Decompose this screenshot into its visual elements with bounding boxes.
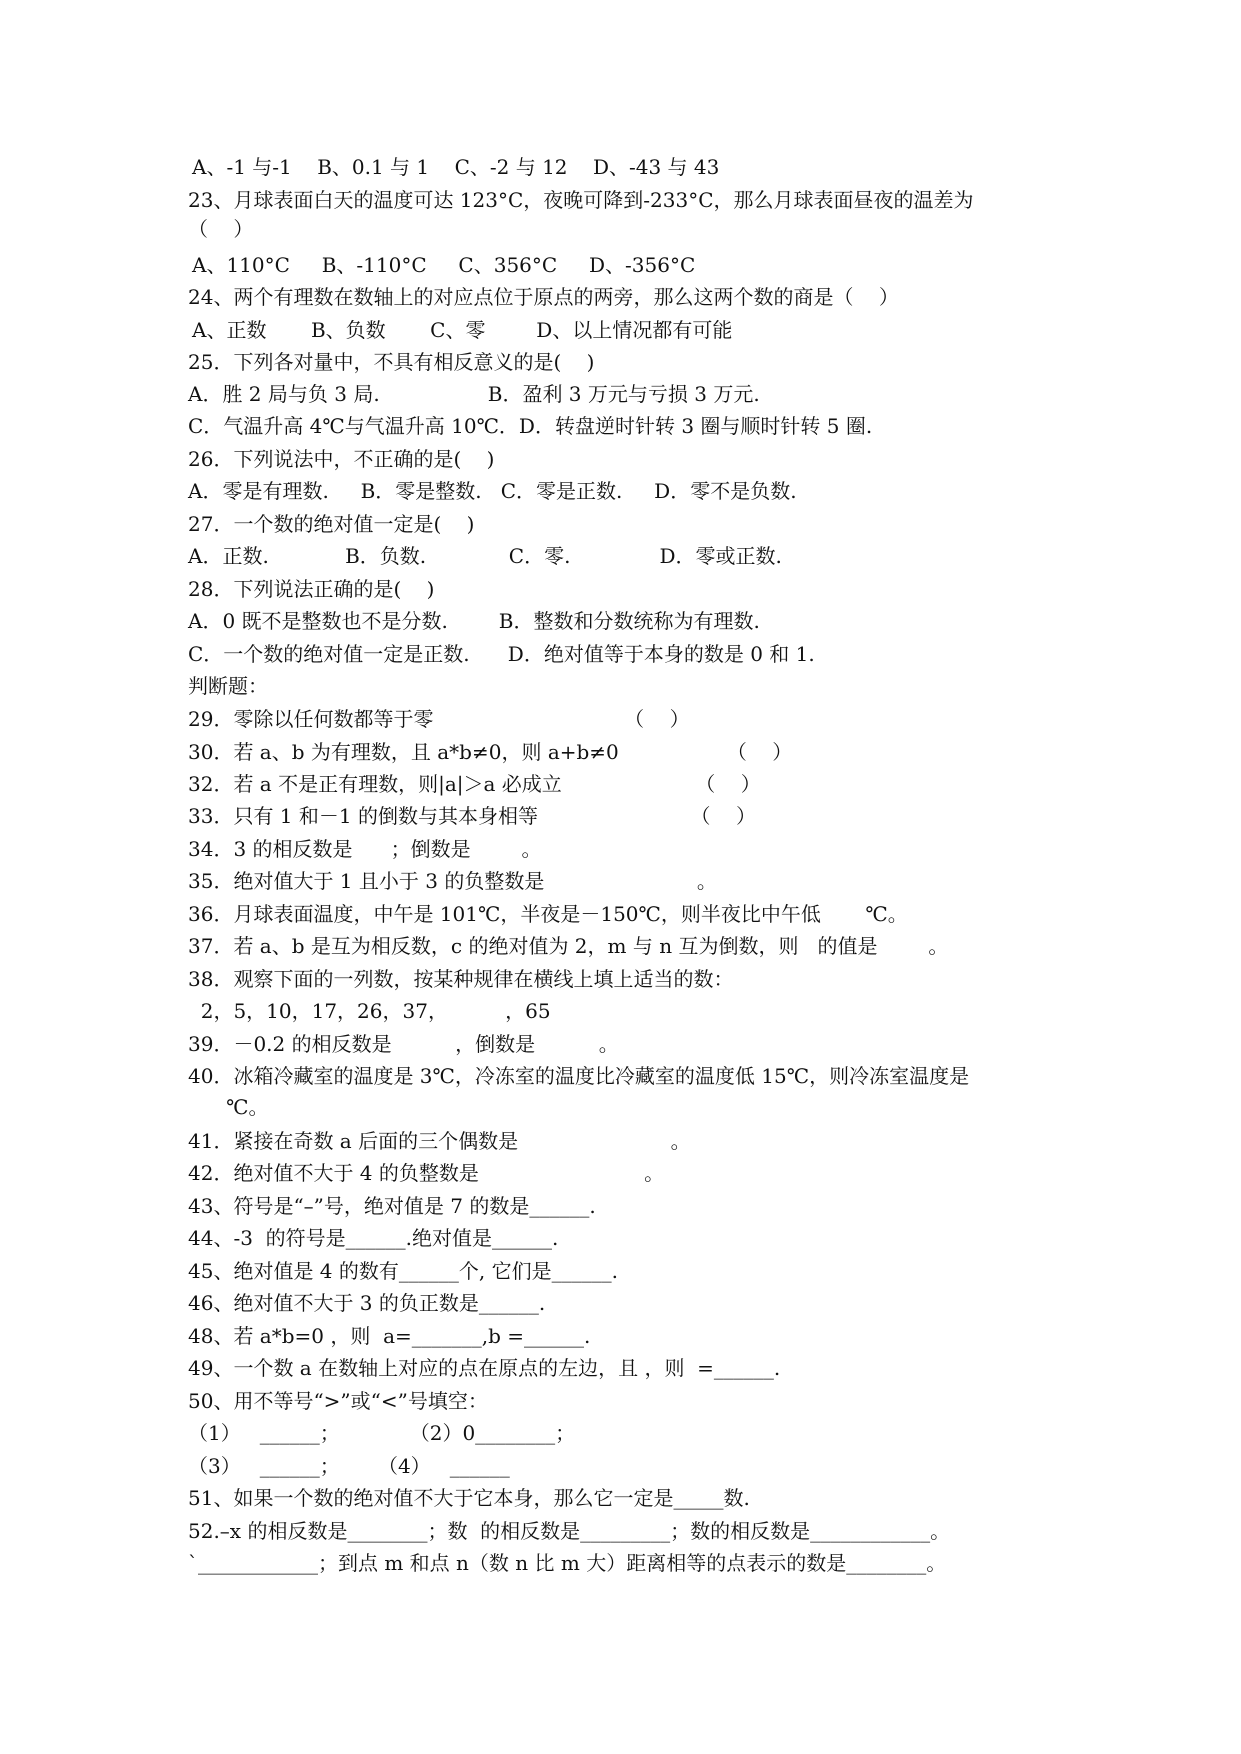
q51: 51、如果一个数的绝对值不大于它本身，那么它一定是_____数. <box>188 1486 750 1510</box>
q34: 34．3 的相反数是 ；倒数是 。 <box>188 837 542 861</box>
q48: 48、若 a*b=0 ，则 a=_______,b =______. <box>188 1324 591 1348</box>
q44: 44、-3 的符号是______.绝对值是______. <box>188 1226 559 1250</box>
q50-stem: 50、用不等号“>”或“<”号填空： <box>188 1389 488 1413</box>
q45: 45、绝对值是 4 的数有______个, 它们是______. <box>188 1259 618 1283</box>
q25-options-cd: C．气温升高 4℃与气温升高 10℃．D．转盘逆时针转 3 圈与顺时针转 5 圈. <box>188 414 873 438</box>
q25-stem: 25．下列各对量中，不具有相反意义的是( ) <box>188 350 595 374</box>
q28-options-ab: A．0 既不是整数也不是分数. B．整数和分数统称为有理数. <box>188 609 760 633</box>
q33: 33．只有 1 和－1 的倒数与其本身相等 （ ） <box>188 804 756 828</box>
q37: 37．若 a、b 是互为相反数，c 的绝对值为 2，m 与 n 互为倒数，则 的值是 。 <box>188 934 949 958</box>
q52: 52.–x 的相反数是________；数 的相反数是_________；数的相反数是____________。 <box>188 1519 951 1543</box>
q23-options: A、110°C B、-110°C C、356°C D、-356°C <box>192 253 696 277</box>
section-heading-true-false: 判断题： <box>188 674 268 698</box>
q41: 41．紧接在奇数 a 后面的三个偶数是 。 <box>188 1129 691 1153</box>
q43: 43、符号是“–”号，绝对值是 7 的数是______. <box>188 1194 596 1218</box>
q28-stem: 28．下列说法正确的是( ) <box>188 577 435 601</box>
q35: 35．绝对值大于 1 且小于 3 的负整数是 。 <box>188 869 717 893</box>
q36: 36．月球表面温度，中午是 101℃，半夜是－150℃，则半夜比中午低 ℃。 <box>188 902 908 926</box>
q46: 46、绝对值不大于 3 的负正数是______. <box>188 1291 546 1315</box>
q50-row1: （1） ______； （2）0________； <box>188 1421 576 1445</box>
q23-stem: 23、月球表面白天的温度可达 123°C，夜晚可降到-233°C，那么月球表面昼夜的温差为 <box>188 188 974 212</box>
q32: 32．若 a 不是正有理数，则|a|＞a 必成立 （ ） <box>188 772 761 796</box>
q24-stem: 24、两个有理数在数轴上的对应点位于原点的两旁，那么这两个数的商是（ ） <box>188 285 899 309</box>
q39: 39．－0.2 的相反数是 ，倒数是 。 <box>188 1032 619 1056</box>
q22-options: A、-1 与-1 B、0.1 与 1 C、-2 与 12 D、-43 与 43 <box>192 155 720 179</box>
q24-options: A、正数 B、负数 C、零 D、以上情况都有可能 <box>192 318 733 342</box>
q23-blank: （ ） <box>188 217 254 241</box>
q25-options-ab: A．胜 2 局与负 3 局. B．盈利 3 万元与亏损 3 万元. <box>188 382 760 406</box>
q49: 49、一个数 a 在数轴上对应的点在原点的左边，且 ，则 =______. <box>188 1356 781 1380</box>
q27-stem: 27．一个数的绝对值一定是( ) <box>188 512 475 536</box>
q28-options-cd: C．一个数的绝对值一定是正数. D．绝对值等于本身的数是 0 和 1. <box>188 642 815 666</box>
q40-unit: ℃。 <box>188 1095 269 1119</box>
q38-stem: 38．观察下面的一列数，按某种规律在横线上填上适当的数： <box>188 967 734 991</box>
q52-continued: `____________；到点 m 和点 n（数 n 比 m 大）距离相等的点表示的数是________。 <box>188 1551 947 1575</box>
q30: 30．若 a、b 为有理数，且 a*b≠0，则 a+b≠0 （ ） <box>188 740 793 764</box>
q40-stem: 40．冰箱冷藏室的温度是 3℃，冷冻室的温度比冷藏室的温度低 15℃，则冷冻室温度是 <box>188 1064 970 1088</box>
q27-options: A．正数. B．负数. C．零. D．零或正数. <box>188 544 782 568</box>
q26-options: A．零是有理数. B．零是整数. C．零是正数. D．零不是负数. <box>188 479 797 503</box>
q50-row2: （3） ______； （4） ______ <box>188 1454 510 1478</box>
q29: 29．零除以任何数都等于零 （ ） <box>188 707 690 731</box>
q42: 42．绝对值不大于 4 的负整数是 。 <box>188 1161 665 1185</box>
q26-stem: 26．下列说法中，不正确的是( ) <box>188 447 495 471</box>
q38-sequence: 2，5，10，17，26，37， ，65 <box>188 999 551 1023</box>
